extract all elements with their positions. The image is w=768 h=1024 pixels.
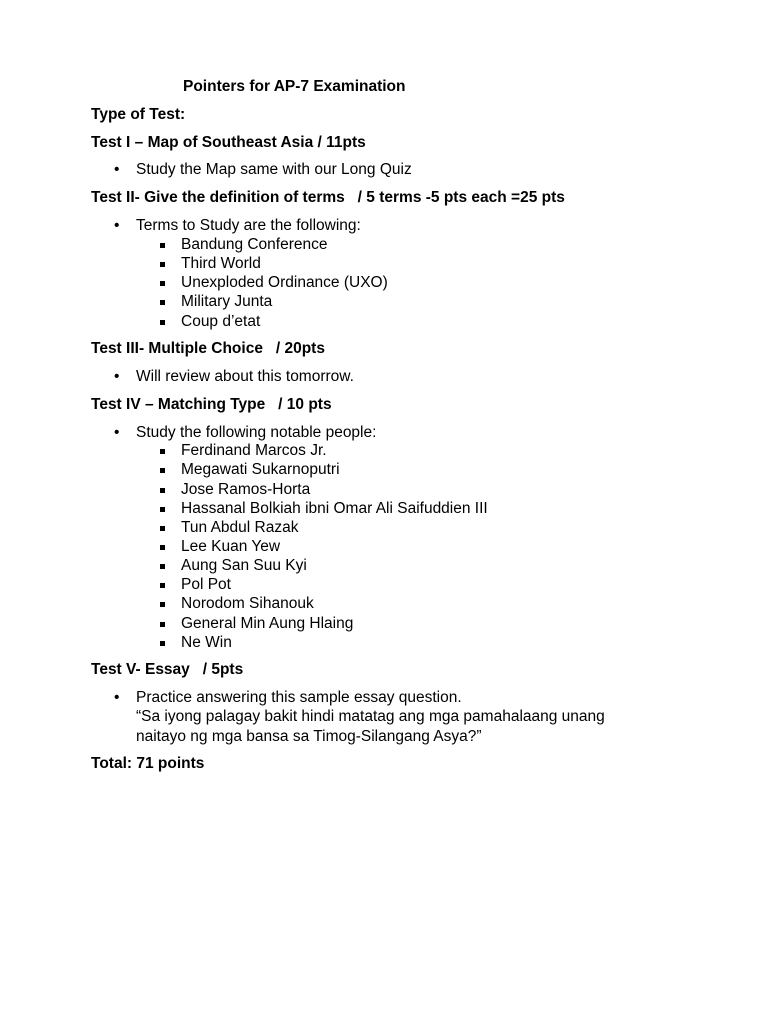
square-bullet-icon [160, 449, 165, 454]
bullet-dot-icon: • [114, 161, 120, 178]
bullet-text: Study the following notable people: [136, 424, 377, 441]
square-bullet-icon [160, 488, 165, 493]
term-text: Military Junta [181, 293, 273, 310]
square-bullet-icon [160, 526, 165, 531]
square-bullet-icon [160, 281, 165, 286]
square-bullet-icon [160, 622, 165, 627]
person-text: Megawati Sukarnoputri [181, 461, 340, 478]
person-text: Ne Win [181, 634, 232, 651]
test-3-heading: Test III- Multiple Choice / 20pts [91, 340, 325, 357]
square-bullet-icon [160, 262, 165, 267]
test-2-heading: Test II- Give the definition of terms / 5 terms -5 pts each =25 pts [91, 189, 565, 206]
person-text: Norodom Sihanouk [181, 595, 314, 612]
square-bullet-icon [160, 243, 165, 248]
square-bullet-icon [160, 320, 165, 325]
square-bullet-icon [160, 300, 165, 305]
square-bullet-icon [160, 468, 165, 473]
person-text: Lee Kuan Yew [181, 538, 281, 555]
square-bullet-icon [160, 641, 165, 646]
test-5-heading: Test V- Essay / 5pts [91, 661, 244, 678]
person-text: Hassanal Bolkiah ibni Omar Ali Saifuddien III [181, 500, 488, 517]
term-text: Unexploded Ordinance (UXO) [181, 274, 388, 291]
essay-question-line-1: “Sa iyong palagay bakit hindi matatag ang mga pamahalaang unang [136, 708, 605, 725]
bullet-dot-icon: • [114, 424, 120, 441]
bullet-text: Will review about this tomorrow. [136, 368, 354, 385]
essay-question-line-2: naitayo ng mga bansa sa Timog-Silangang Asya?” [136, 728, 482, 745]
square-bullet-icon [160, 564, 165, 569]
bullet-text: Practice answering this sample essay question. [136, 689, 462, 706]
bullet-dot-icon: • [114, 217, 120, 234]
square-bullet-icon [160, 545, 165, 550]
person-text: General Min Aung Hlaing [181, 615, 354, 632]
test-1-heading: Test I – Map of Southeast Asia / 11pts [91, 134, 366, 151]
square-bullet-icon [160, 602, 165, 607]
square-bullet-icon [160, 583, 165, 588]
bullet-dot-icon: • [114, 368, 120, 385]
person-text: Jose Ramos-Horta [181, 481, 311, 498]
term-text: Coup d’etat [181, 313, 261, 330]
person-text: Ferdinand Marcos Jr. [181, 442, 327, 459]
test-4-heading: Test IV – Matching Type / 10 pts [91, 396, 332, 413]
person-text: Pol Pot [181, 576, 231, 593]
document-title: Pointers for AP-7 Examination [183, 78, 406, 95]
term-text: Third World [181, 255, 261, 272]
bullet-text: Terms to Study are the following: [136, 217, 361, 234]
type-of-test-label: Type of Test: [91, 106, 186, 123]
total-points: Total: 71 points [91, 755, 205, 772]
bullet-text: Study the Map same with our Long Quiz [136, 161, 412, 178]
person-text: Tun Abdul Razak [181, 519, 299, 536]
term-text: Bandung Conference [181, 236, 328, 253]
square-bullet-icon [160, 507, 165, 512]
person-text: Aung San Suu Kyi [181, 557, 307, 574]
bullet-dot-icon: • [114, 689, 120, 706]
